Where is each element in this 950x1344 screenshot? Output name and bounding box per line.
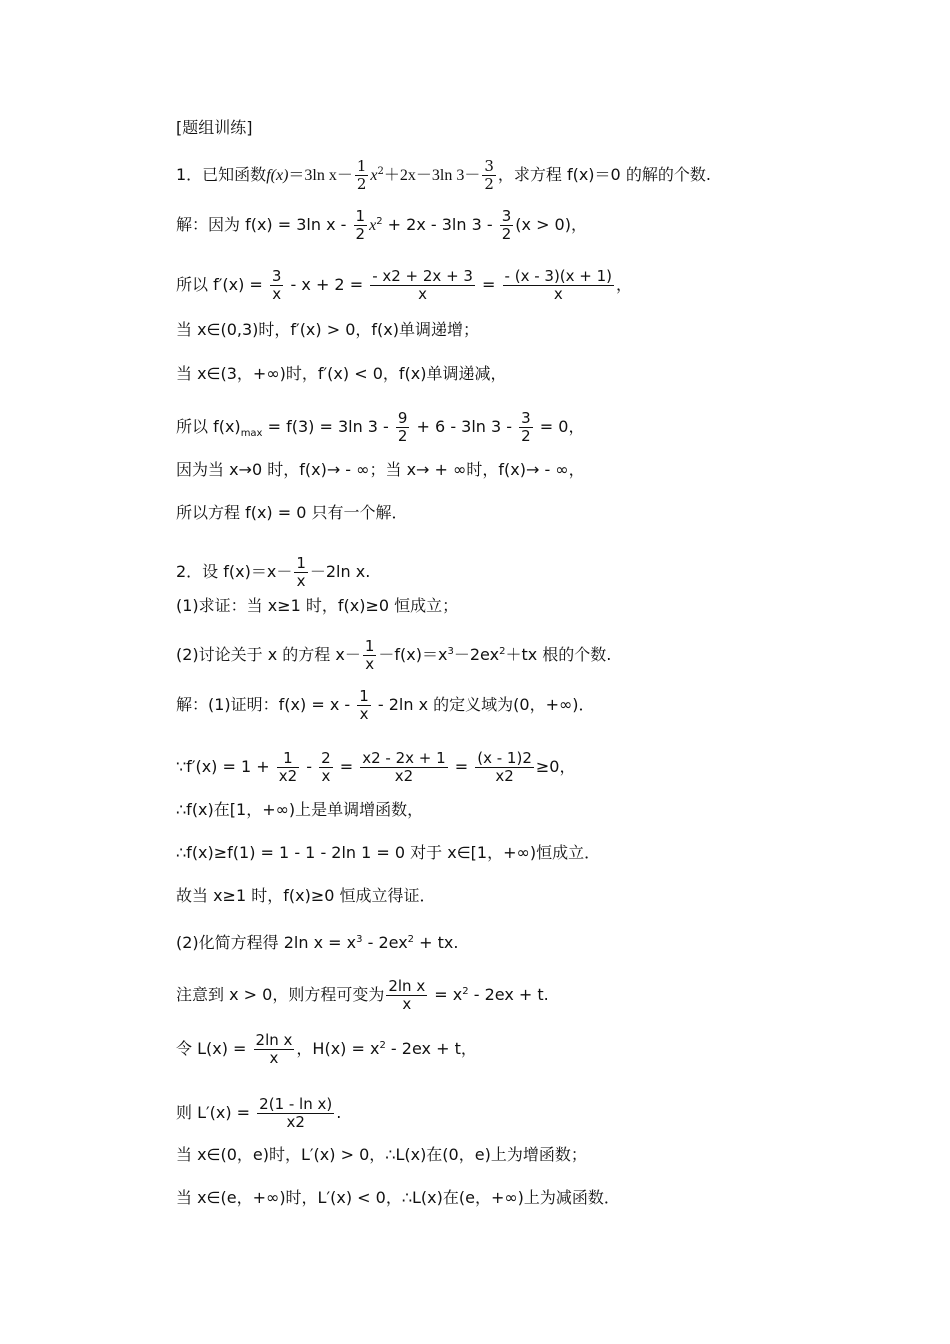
solution-2-line-11: 当 x∈(e，+∞)时，L′(x) < 0，∴L(x)在(e，+∞)上为减函数．	[176, 1188, 620, 1207]
text: =	[449, 757, 474, 776]
fraction-den: x	[296, 572, 306, 590]
fraction	[355, 158, 369, 193]
text: 解：(1)证明：f(x) = x -	[176, 695, 356, 714]
solution-2-line-3: ∴f(x)在[1，+∞)上是单调增函数，	[176, 800, 424, 819]
text: =	[334, 757, 359, 776]
text: - 2ex + t.	[468, 985, 549, 1004]
problem-1-number: 1．已知函数	[176, 165, 267, 184]
solution-1-line-5	[176, 410, 584, 445]
solution-1-line-7: 所以方程 f(x) = 0 只有一个解．	[176, 503, 408, 522]
text: - 2ln x 的定义域为(0，+∞)．	[372, 695, 595, 714]
text: 注意到 x > 0，则方程可变为	[176, 985, 385, 1004]
fraction-num: 1	[356, 157, 367, 175]
fraction	[257, 1096, 334, 1131]
fraction-num: 2(1 - ln x)	[259, 1095, 333, 1113]
exponent: 3	[356, 934, 363, 945]
fraction-den: 2	[521, 427, 531, 445]
problem-1-rest: ＋2x－3ln 3－	[383, 167, 481, 184]
fraction	[370, 268, 475, 303]
fraction-den: x	[418, 285, 428, 303]
solution-1-line-2	[176, 268, 632, 303]
section-header: [题组训练]	[176, 118, 253, 137]
exponent: 2	[376, 216, 383, 227]
fraction	[503, 268, 614, 303]
fraction	[254, 1032, 295, 1067]
solution-2-line-5: 故当 x≥1 时，f(x)≥0 恒成立得证．	[176, 886, 436, 905]
fraction-den: 2	[355, 225, 366, 243]
fraction-num: x2 - 2x + 1	[362, 749, 446, 767]
problem-2-part-1: (1)求证：当 x≥1 时，f(x)≥0 恒成立；	[176, 596, 459, 615]
fraction	[277, 750, 299, 785]
fraction-num: 9	[397, 409, 408, 427]
text: －2ex	[453, 645, 500, 664]
text: (2)讨论关于 x 的方程 x－	[176, 645, 361, 664]
solution-2-line-6	[176, 930, 458, 953]
fraction	[357, 688, 371, 723]
fraction	[294, 555, 308, 590]
var: x	[370, 167, 378, 184]
fraction	[363, 638, 377, 673]
solution-2-line-9	[176, 1096, 341, 1131]
text: －f(x)＝x	[378, 645, 448, 664]
fraction-den: x2	[286, 1113, 305, 1131]
text: 则 L′(x) =	[176, 1103, 256, 1122]
fraction-num: 1	[277, 750, 299, 768]
fraction-den: x	[553, 285, 563, 303]
text: 所以 f(x)	[176, 417, 241, 436]
fraction-num: 3	[521, 409, 531, 427]
solution-1-line-1	[176, 208, 587, 243]
fraction	[475, 750, 534, 785]
fraction-num: 1	[364, 637, 375, 655]
text: 解：因为 f(x) = 3ln x -	[176, 215, 352, 234]
text: - 2ex + t，	[385, 1039, 477, 1058]
fraction-num: 2ln x	[388, 977, 426, 995]
problem-2-statement	[176, 555, 370, 590]
fraction-den: x	[272, 285, 282, 303]
fraction-den: x2	[278, 767, 298, 785]
fraction	[519, 410, 533, 445]
exponent: 2	[379, 1040, 386, 1051]
fraction-num: - x2 + 2x + 3	[372, 267, 473, 285]
fraction-num: 3	[501, 207, 512, 225]
fraction-den: x	[359, 705, 369, 723]
text: + 6 - 3ln 3 -	[411, 417, 518, 436]
text: ≥0，	[535, 757, 576, 776]
problem-1-func: f(x)	[266, 167, 289, 184]
fraction-den: 2	[356, 175, 367, 193]
fraction-num: 2ln x	[255, 1031, 293, 1049]
fraction	[482, 158, 496, 193]
fraction-num: 1	[355, 207, 366, 225]
fraction-den: 2	[397, 427, 408, 445]
fraction-den: x2	[394, 767, 414, 785]
fraction-num: 3	[271, 267, 282, 285]
exponent: 2	[462, 986, 469, 997]
fraction-num: 1	[296, 554, 306, 572]
fraction-num: 2	[321, 749, 331, 767]
text: -	[301, 757, 318, 776]
solution-2-line-2	[176, 750, 575, 785]
text: ，	[616, 275, 633, 294]
text: (2)化简方程得 2ln x = x	[176, 933, 357, 952]
solution-2-line-7	[176, 978, 549, 1013]
text: ，H(x) = x	[296, 1039, 380, 1058]
problem-2-part-2	[176, 638, 611, 673]
fraction	[270, 268, 284, 303]
problem-1-statement	[176, 158, 711, 193]
exponent: 2	[377, 166, 384, 177]
subscript: max	[240, 428, 263, 439]
fraction-num: 3	[484, 157, 494, 175]
solution-2-line-10: 当 x∈(0，e)时，L′(x) > 0，∴L(x)在(0，e)上为增函数；	[176, 1145, 587, 1164]
solution-1-line-6: 因为当 x→0 时，f(x)→ - ∞；当 x→ + ∞时，f(x)→ - ∞，	[176, 460, 585, 479]
text: 2．设 f(x)＝x－	[176, 562, 293, 581]
fraction-den: x	[269, 1049, 279, 1067]
fraction-den: x	[402, 995, 412, 1013]
text: －2ln x.	[309, 562, 371, 581]
text: =	[476, 275, 501, 294]
solution-2-line-8	[176, 1032, 477, 1067]
solution-2-line-1	[176, 688, 595, 723]
text: 令 L(x) =	[176, 1039, 252, 1058]
fraction-den: x	[321, 767, 331, 785]
text: = x	[429, 985, 463, 1004]
text: + 2x - 3ln 3 -	[382, 215, 498, 234]
problem-1-tail: ，求方程 f(x)＝0 的解的个数.	[497, 165, 711, 184]
text: - x + 2 =	[285, 275, 369, 294]
fraction	[500, 208, 514, 243]
text: .	[336, 1103, 342, 1122]
var: x	[369, 217, 377, 234]
exponent: 2	[407, 934, 415, 945]
text: = 0，	[534, 417, 585, 436]
fraction-den: x2	[495, 767, 514, 785]
fraction	[360, 750, 447, 785]
text: ∵f′(x) = 1 +	[176, 757, 275, 776]
solution-2-line-4: ∴f(x)≥f(1) = 1 - 1 - 2ln 1 = 0 对于 x∈[1，+∞)恒成立．	[176, 843, 601, 862]
fraction	[396, 410, 410, 445]
solution-1-line-4: 当 x∈(3，+∞)时，f′(x) < 0，f(x)单调递减，	[176, 364, 507, 383]
fraction	[386, 978, 427, 1013]
solution-1-line-3: 当 x∈(0,3)时，f′(x) > 0，f(x)单调递增；	[176, 320, 479, 339]
text: ＋tx 根的个数.	[505, 645, 612, 664]
fraction	[354, 208, 368, 243]
problem-1-eq: ＝3ln x－	[288, 167, 353, 184]
fraction-num: 1	[359, 687, 369, 705]
fraction-num: (x - 1)2	[477, 749, 532, 767]
fraction-den: 2	[484, 175, 494, 193]
text: - 2ex	[362, 933, 408, 952]
fraction	[319, 750, 333, 785]
fraction-den: 2	[501, 225, 512, 243]
text: 所以 f′(x) =	[176, 275, 268, 294]
fraction-num: - (x - 3)(x + 1)	[504, 267, 613, 285]
exponent: 3	[447, 646, 454, 657]
text: (x > 0)，	[515, 215, 587, 234]
fraction-den: x	[365, 655, 375, 673]
exponent: 2	[499, 646, 506, 657]
text: + tx.	[414, 933, 459, 952]
text: = f(3) = 3ln 3 -	[262, 417, 394, 436]
